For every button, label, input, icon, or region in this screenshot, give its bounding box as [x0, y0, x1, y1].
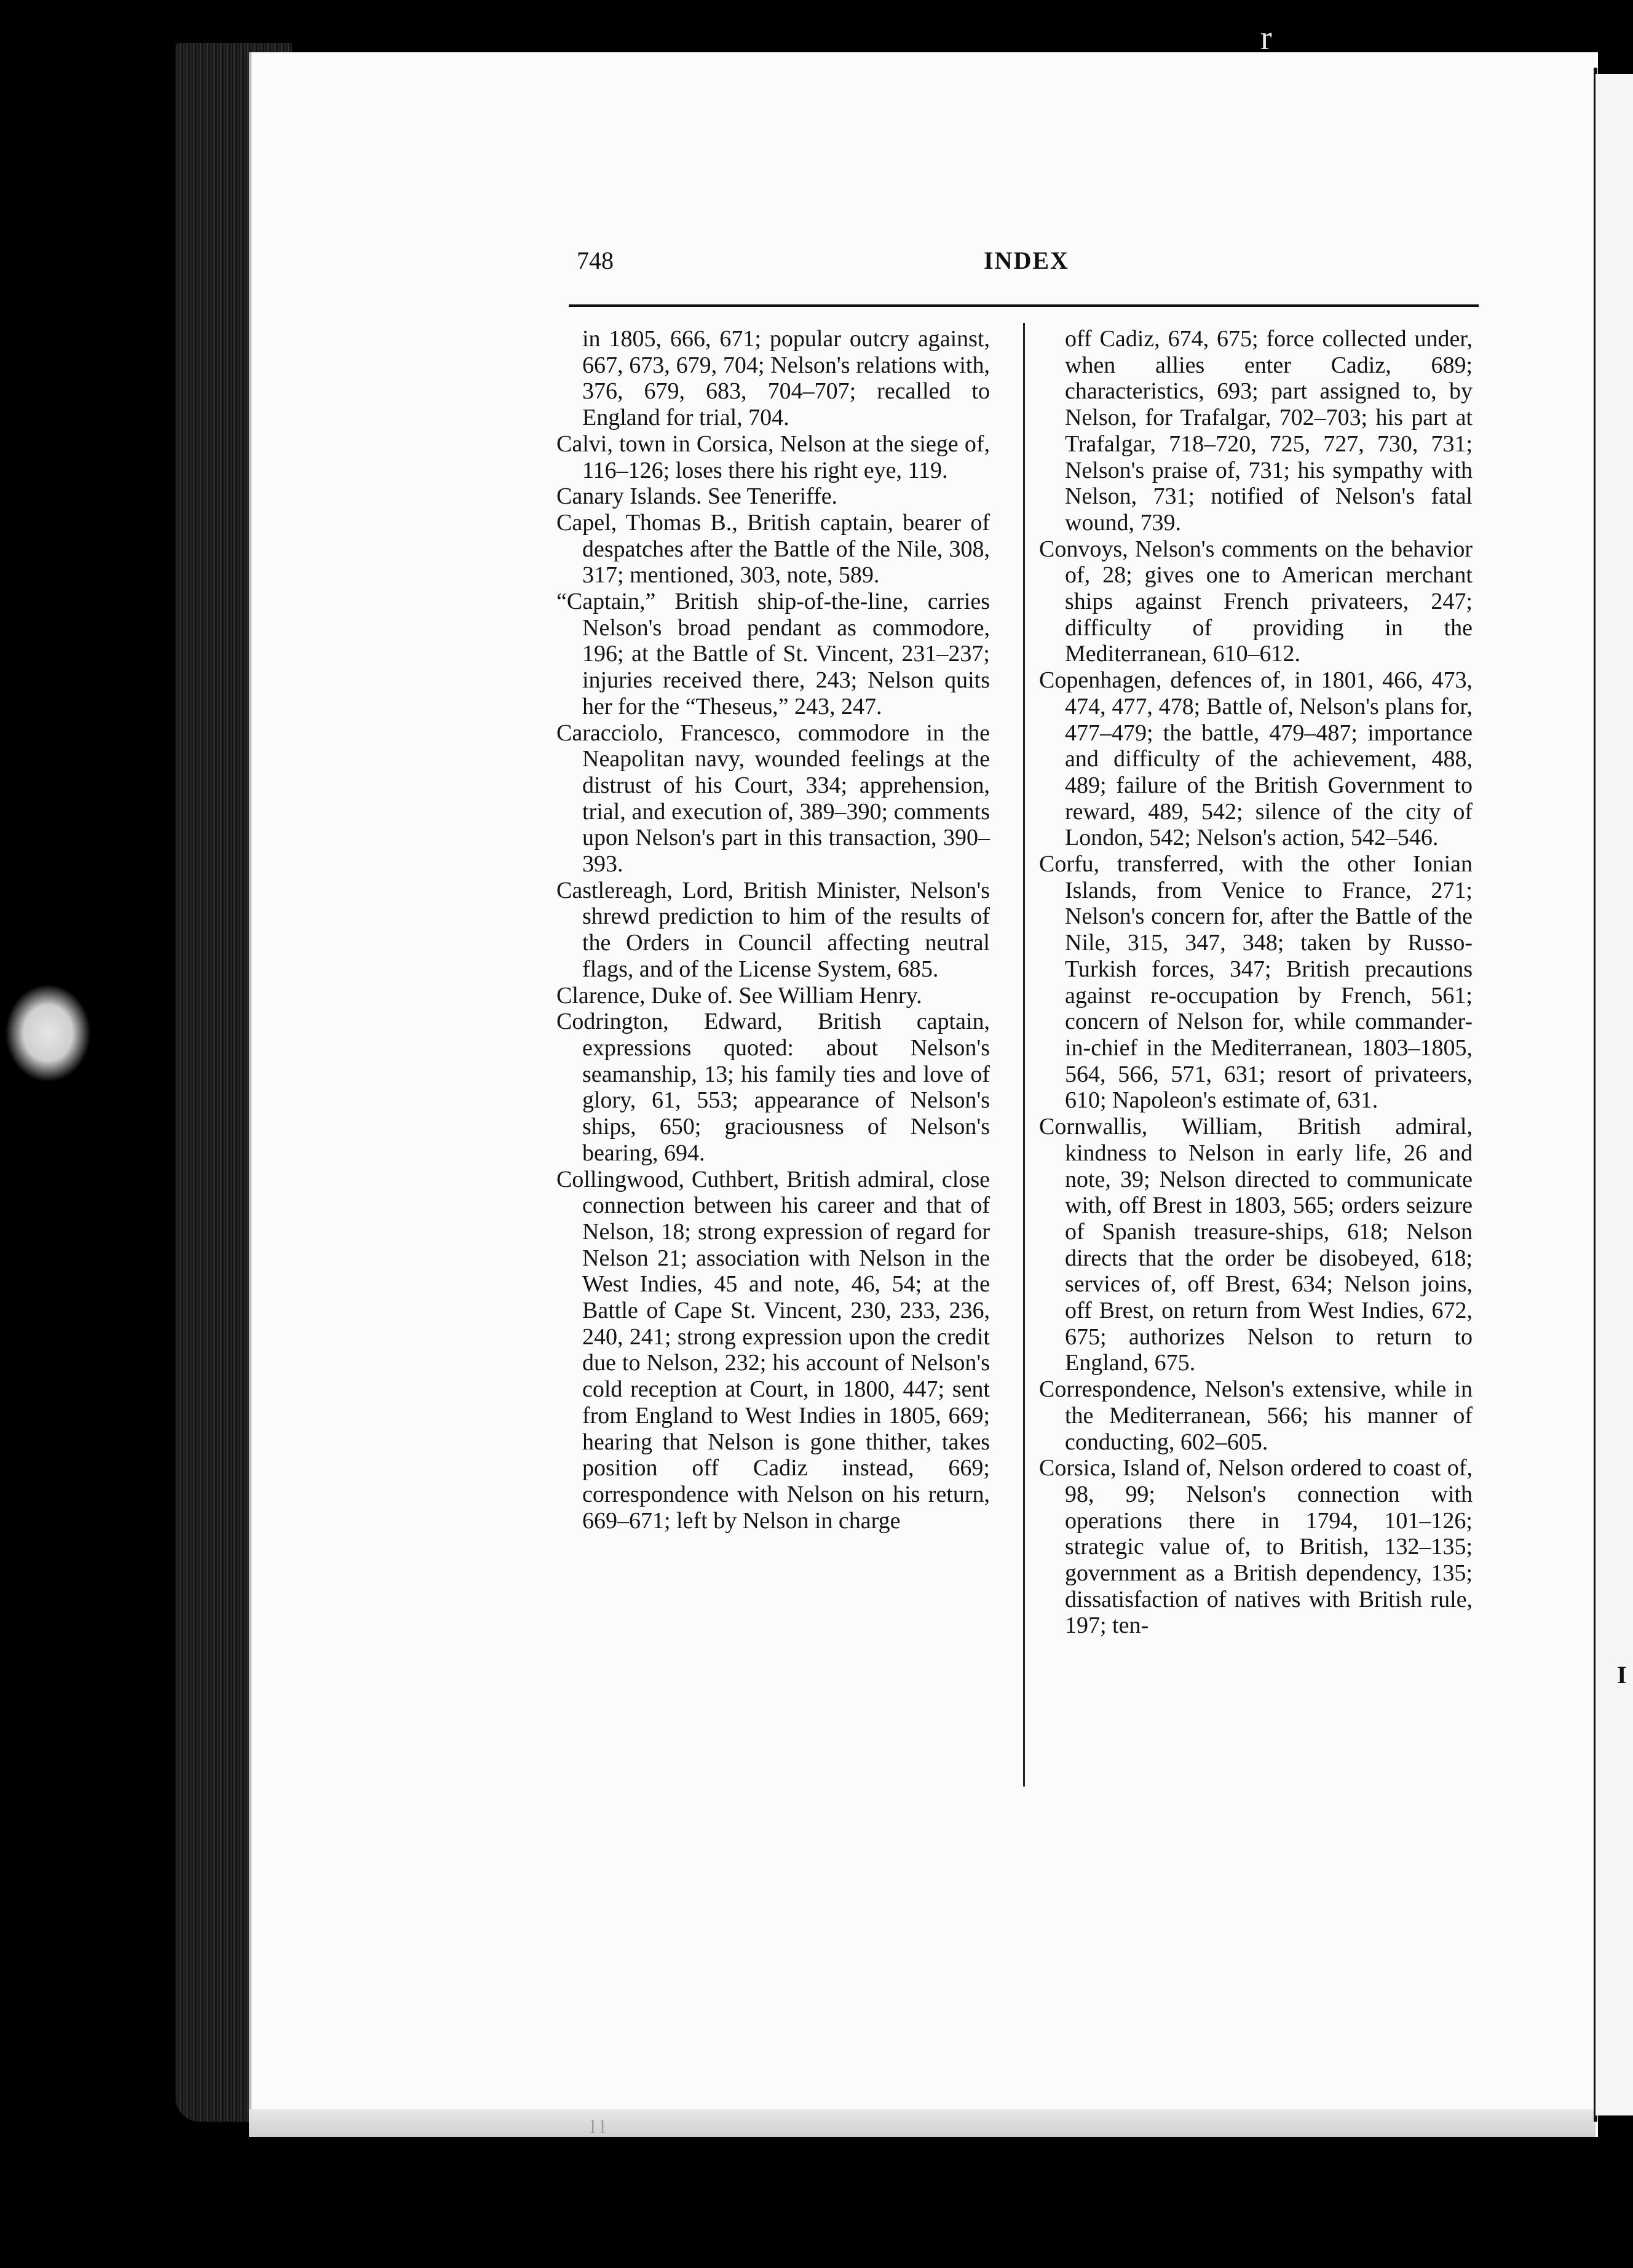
- page-stain: [5, 984, 91, 1082]
- index-entry: Calvi, town in Corsica, Nelson at the siege of, 116–126; loses there his right eye, 119.: [556, 430, 990, 483]
- index-entry: Codrington, Edward, British captain, expressions quoted: about Nelson's seamanship, 13; his family ties and love of glory, 61, 553; appearance of Nelson's ships, 650; graciousness of Nelson's bearing, 694.: [556, 1009, 990, 1166]
- index-entry: Cornwallis, William, British admiral, kindness to Nelson in early life, 26 and note, 39; Nelson directed to communicate with, off Brest in 1803, 565; orders seizure of Spanish treasure-ships, 618; Nelson directs that the order be disobeyed, 618; services of, off Brest, 634; Nelson joins, off Brest, on return from West Indies, 672, 675; authorizes Nelson to return to England, 675.: [1039, 1114, 1473, 1376]
- column-divider: [1023, 323, 1025, 1786]
- index-entry: Clarence, Duke of. See William Henry.: [556, 982, 922, 1009]
- index-entry: Castlereagh, Lord, British Minister, Nelson's shrewd prediction to him of the results of the Orders in Council affecting neutral flags, and of the License System, 685.: [556, 877, 990, 982]
- bottom-mark: l l: [590, 2117, 606, 2137]
- page-number: 748: [577, 247, 614, 274]
- index-entry: Copenhagen, defences of, in 1801, 466, 473, 474, 477, 478; Battle of, Nelson's plans for, 477–479; the battle, 479–487; importance and difficulty of the achievement, 488, 489; failure of the British Government to reward, 489, 542; silence of the city of London, 542; Nelson's action, 542–546.: [1039, 667, 1473, 851]
- running-head: INDEX: [984, 247, 1069, 274]
- index-entry: Capel, Thomas B., British captain, bearer of despatches after the Battle of the Nile, 308, 317; mentioned, 303, note, 589.: [556, 509, 990, 589]
- index-column-left: [556, 326, 990, 1534]
- index-entry: Canary Islands. See Teneriffe.: [556, 483, 838, 510]
- index-entry: Correspondence, Nelson's extensive, while in the Mediterranean, 566; his manner of conducting, 602–605.: [1039, 1376, 1473, 1455]
- index-entry: Caracciolo, Francesco, commodore in the Neapolitan navy, wounded feelings at the distrust of his Court, 334; apprehension, trial, and execution of, 389–390; comments upon Nelson's part in this transaction, 390–393.: [556, 720, 990, 878]
- page-bottom-edge: [249, 2109, 1595, 2137]
- index-column-right: [1039, 326, 1473, 1639]
- corner-mark: r: [1260, 19, 1272, 57]
- index-entry: Corsica, Island of, Nelson ordered to coast of, 98, 99; Nelson's connection with operations there in 1794, 101–126; strategic value of, to British, 132–135; government as a British dependency, 135; dissatisfaction of natives with British rule, 197; ten-: [1039, 1455, 1473, 1639]
- facing-page-edge: [1595, 74, 1633, 2115]
- facing-page-letter: I: [1617, 1661, 1627, 1689]
- index-entry: “Captain,” British ship-of-the-line, carries Nelson's broad pendant as commodore, 196; at the Battle of St. Vincent, 231–237; injuries received there, 243; Nelson quits her for the “Theseus,” 243, 247.: [556, 589, 990, 720]
- index-entry-continuation: off Cadiz, 674, 675; force collected under, when allies enter Cadiz, 689; characteristics, 693; part assigned to, by Nelson, for Trafalgar, 702–703; his part at Trafalgar, 718–720, 725, 727, 730, 731; Nelson's praise of, 731; his sympathy with Nelson, 731; notified of Nelson's fatal wound, 739.: [1065, 326, 1473, 536]
- index-entry-continuation: in 1805, 666, 671; popular outcry against, 667, 673, 679, 704; Nelson's relations with, 376, 679, 683, 704–707; recalled to England for trial, 704.: [582, 326, 990, 431]
- index-entry: Convoys, Nelson's comments on the behavior of, 28; gives one to American merchant ships against French privateers, 247; difficulty of providing in the Mediterranean, 610–612.: [1039, 536, 1473, 667]
- header-rule: [569, 304, 1479, 307]
- index-entry: Collingwood, Cuthbert, British admiral, close connection between his career and that of Nelson, 18; strong expression of regard for Nelson 21; association with Nelson in the West Indies, 45 and note, 46, 54; at the Battle of Cape St. Vincent, 230, 233, 236, 240, 241; strong expression upon the credit due to Nelson, 232; his account of Nelson's cold reception at Court, in 1800, 447; sent from England to West Indies in 1805, 669; hearing that Nelson is gone thither, takes position off Cadiz instead, 669; correspondence with Nelson on his return, 669–671; left by Nelson in charge: [556, 1166, 990, 1534]
- index-entry: Corfu, transferred, with the other Ionian Islands, from Venice to France, 271; Nelson's concern for, after the Battle of the Nile, 315, 347, 348; taken by Russo-Turkish forces, 347; British precautions against re-occupation by French, 561; concern of Nelson for, while commander-in-chief in the Mediterranean, 1803–1805, 564, 566, 571, 631; resort of privateers, 610; Napoleon's estimate of, 631.: [1039, 851, 1473, 1114]
